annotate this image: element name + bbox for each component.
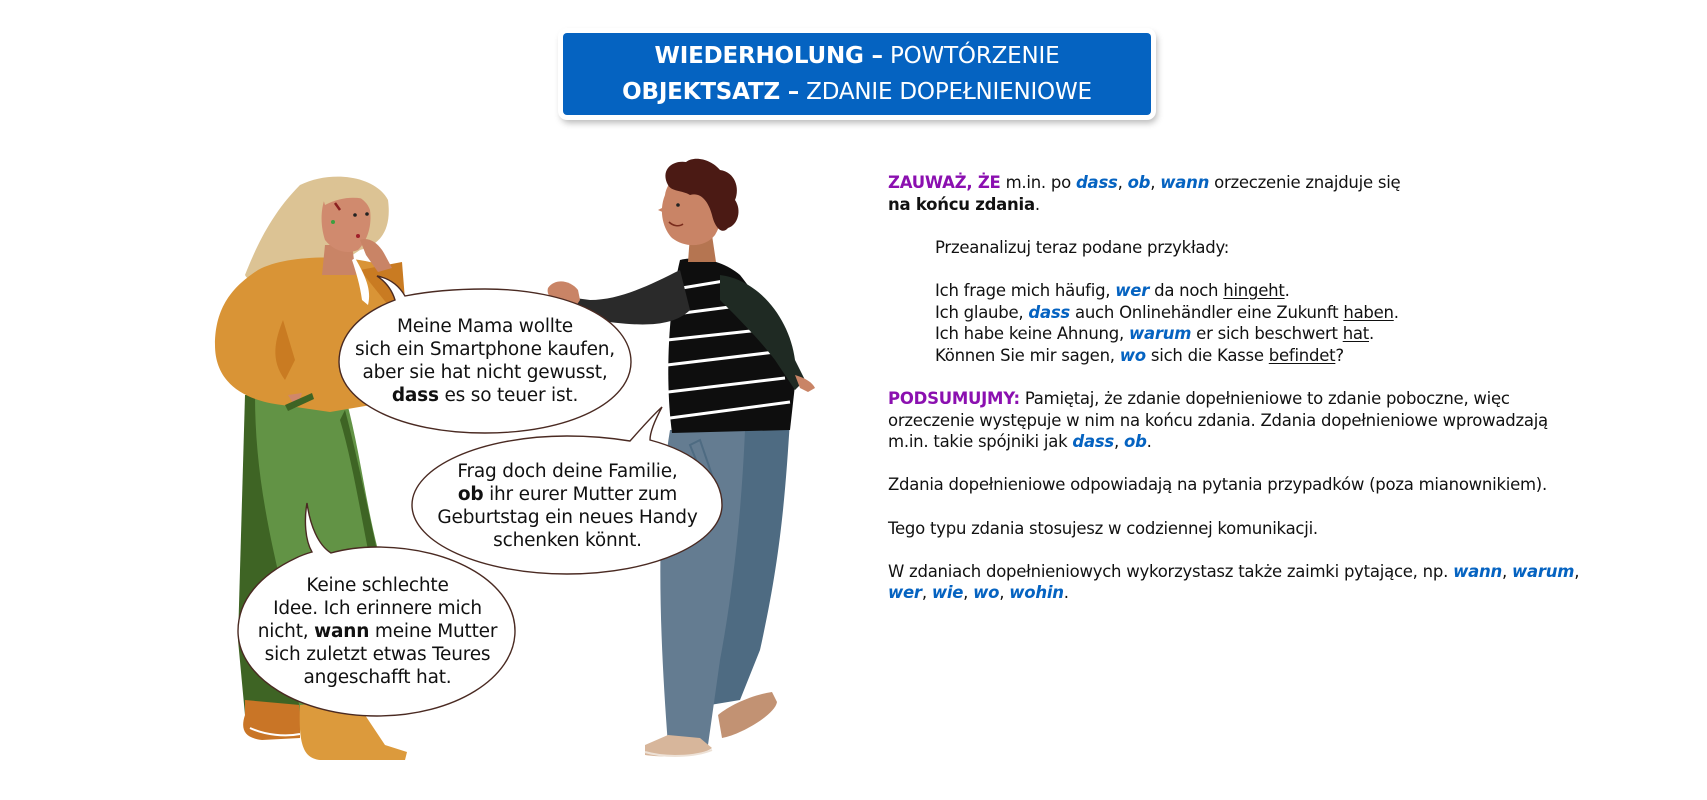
bubble-2-line: schenken könnt. — [493, 530, 642, 551]
separator: , — [999, 583, 1010, 603]
title-pl-2: ZDANIE DOPEŁNIENIOWE — [799, 79, 1092, 105]
bubble-1-text-end: es so teuer ist. — [438, 385, 579, 406]
usage-paragraph: Tego typu zdania stosujesz w codziennej komunikacji. — [888, 518, 1318, 538]
bubble-1-conjunction: dass — [391, 385, 439, 406]
pronouns-paragraph — [888, 561, 1688, 604]
example-sentence — [935, 345, 1688, 367]
example-mid: da noch — [1149, 280, 1224, 300]
keyword: wo — [1119, 345, 1146, 365]
example-sentence — [935, 280, 1688, 302]
bubble-3-line: Idee. Ich erinnere mich — [273, 598, 482, 619]
title-pl-1: POWTÓRZENIE — [882, 43, 1060, 69]
punctuation: . — [1284, 280, 1290, 300]
notice-label: ZAUWAŻ, ŻE — [888, 173, 1001, 192]
example-pre: Ich habe keine Ahnung, — [935, 324, 1129, 344]
notice-emphasis: na końcu zdania — [888, 194, 1035, 214]
bubble-3-text-pre: nicht, — [257, 621, 315, 642]
notice-text: orzeczenie znajduje się — [1209, 173, 1401, 192]
bubble-1-line: Meine Mama wollte — [397, 316, 573, 337]
underlined-verb: haben — [1343, 302, 1394, 322]
bubble-3-text-end: meine Mutter — [369, 621, 498, 642]
summary-paragraph — [888, 388, 1688, 453]
separator: , — [921, 583, 932, 603]
bubble-3-line: Keine schlechte — [306, 575, 449, 596]
bubble-1-line: aber sie hat nicht gewusst, — [362, 362, 608, 383]
keyword: ob — [1127, 173, 1151, 192]
keyword: wer — [1115, 280, 1150, 300]
keyword: wann — [1453, 561, 1502, 581]
bubble-1-text — [345, 315, 625, 407]
underlined-verb: hingeht — [1223, 280, 1285, 300]
bubble-3-line: angeschafft hat. — [303, 667, 452, 688]
bubble-3-conjunction: wann — [314, 621, 370, 642]
examples-list — [888, 280, 1688, 366]
example-pre: Ich glaube, — [935, 302, 1029, 322]
punctuation: . — [1034, 194, 1040, 214]
punctuation: . — [1393, 302, 1399, 322]
example-mid: sich die Kasse — [1145, 345, 1269, 365]
bubble-2-text-end: ihr eurer Mutter zum — [483, 484, 678, 505]
cases-paragraph: Zdania dopełnieniowe odpowiadają na pytania przypadków (poza mianownikiem). — [888, 475, 1547, 495]
keyword: dass — [1076, 173, 1118, 192]
bubble-2-text — [420, 460, 715, 552]
title-de-1: WIEDERHOLUNG – — [654, 43, 883, 69]
keyword: wann — [1160, 173, 1210, 192]
bubble-2-line — [420, 483, 715, 506]
bubble-2-conjunction: ob — [457, 484, 484, 505]
pronouns-text: W zdaniach dopełnieniowych wykorzystasz także zaimki pytające, np. — [888, 561, 1454, 581]
explanation-panel — [888, 172, 1688, 604]
summary-label: PODSUMUJMY: — [888, 388, 1020, 408]
keyword: wer — [888, 583, 922, 603]
instruction-text: Przeanalizuj teraz podane przykłady: — [935, 237, 1230, 257]
punctuation: . — [1369, 324, 1375, 344]
keyword: dass — [1028, 302, 1070, 322]
separator: , — [1117, 173, 1128, 192]
separator: , — [963, 583, 974, 603]
separator: , — [1113, 432, 1124, 452]
punctuation: ? — [1335, 345, 1344, 365]
underlined-verb: befindet — [1268, 345, 1336, 365]
example-pre: Ich frage mich häufig, — [935, 280, 1116, 300]
keyword: dass — [1072, 432, 1114, 452]
keyword: warum — [1511, 561, 1575, 581]
keyword: warum — [1128, 324, 1192, 344]
keyword: wohin — [1009, 583, 1064, 603]
bubble-3-line — [245, 620, 510, 643]
punctuation: . — [1146, 432, 1152, 452]
example-sentence — [935, 323, 1688, 345]
punctuation: . — [1063, 583, 1069, 603]
bubble-3-text — [245, 574, 510, 689]
title-de-2: OBJEKTSATZ – — [622, 79, 800, 105]
bubble-3-line: sich zuletzt etwas Teures — [264, 644, 491, 665]
keyword: wo — [973, 583, 1000, 603]
notice-paragraph — [888, 172, 1688, 215]
bubble-2-line: Geburtstag ein neues Handy — [437, 507, 698, 528]
separator: , — [1574, 561, 1580, 581]
summary-text: m.in. takie spójniki jak — [888, 432, 1073, 452]
bubble-1-line — [345, 384, 625, 407]
separator: , — [1501, 561, 1512, 581]
bubble-1-line: sich ein Smartphone kaufen, — [355, 339, 615, 360]
summary-text: orzeczenie występuje w nim na końcu zdania. Zdania dopełnieniowe wprowadzają — [888, 410, 1548, 430]
example-sentence — [935, 302, 1688, 324]
keyword: wie — [931, 583, 964, 603]
separator: , — [1150, 173, 1161, 192]
example-mid: auch Onlinehändler eine Zukunft — [1069, 302, 1344, 322]
notice-text: m.in. po — [1000, 173, 1076, 192]
example-mid: er sich beschwert — [1191, 324, 1343, 344]
summary-text: Pamiętaj, że zdanie dopełnieniowe to zdanie poboczne, więc — [1019, 388, 1510, 408]
example-pre: Können Sie mir sagen, — [935, 345, 1120, 365]
bubble-2-line: Frag doch deine Familie, — [457, 461, 678, 482]
underlined-verb: hat — [1342, 324, 1370, 344]
keyword: ob — [1123, 432, 1147, 452]
